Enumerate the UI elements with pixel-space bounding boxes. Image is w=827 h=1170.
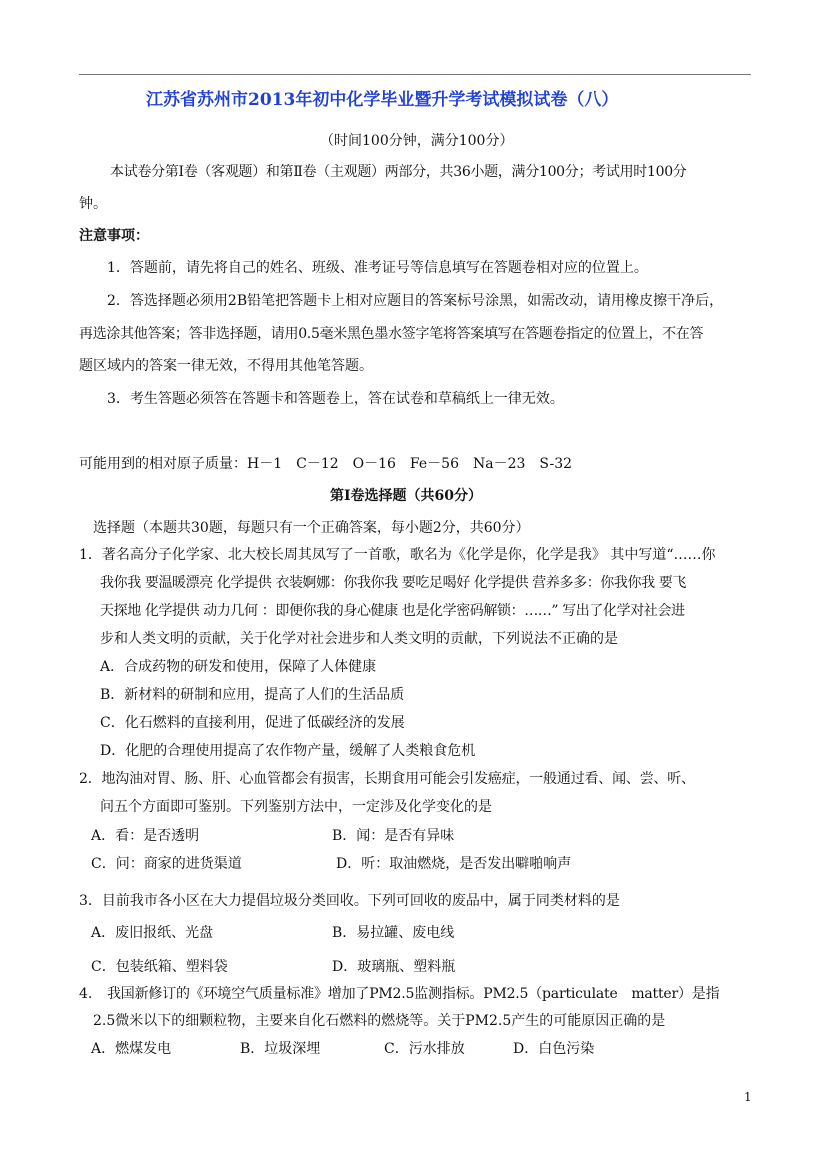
section-title: 第Ⅰ卷选择题（共60分）: [330, 488, 483, 504]
intro-line: 钟。: [79, 196, 107, 212]
question-line: 步和人类文明的贡献，关于化学对社会进步和人类文明的贡献，下列说法不正确的是: [100, 631, 618, 647]
notes-heading: 注意事项：: [79, 228, 149, 244]
question-line: 2.5微米以下的细颗粒物，主要来自化石燃料的燃烧等。关于PM2.5产生的可能原因正确的是: [93, 1013, 666, 1029]
answer-option: C．问：商家的进货渠道: [91, 856, 242, 872]
answer-option: D．白色污染: [513, 1041, 595, 1057]
question-line: 2．地沟油对胃、肠、肝、心血管都会有损害，长期食用可能会引发癌症，一般通过看、闻、尝、听、: [79, 771, 695, 787]
answer-option: B．垃圾深埋: [240, 1041, 321, 1057]
note-item: 2．答选择题必须用2B铅笔把答题卡上相对应题目的答案标号涂黑，如需改动，请用橡皮擦干净后，: [107, 293, 724, 309]
question-line: 我你我 要温暖漂亮 化学提供 衣装婀娜：你我你我 要吃足喝好 化学提供 营养多多：你我你我 要飞: [100, 575, 686, 591]
exam-title: 江苏省苏州市2013年初中化学毕业暨升学考试模拟试卷（八）: [146, 90, 619, 110]
answer-option: B．易拉罐、废电线: [332, 925, 455, 941]
question-line: 3．目前我市各小区在大力提倡垃圾分类回收。下列可回收的废品中，属于同类材料的是: [79, 893, 620, 909]
question-line: 我国新修订的《环境空气质量标准》增加了PM2.5监测指标。PM2.5（particulate matter）是指: [107, 986, 720, 1002]
question-line: 天探地 化学提供 动力几何 ：即便你我的身心健康 也是化学密码解锁：……” 写出了化学对社会进: [100, 603, 685, 619]
answer-option: B．闻：是否有异味: [332, 828, 455, 844]
answer-option: C．化石燃料的直接利用，促进了低碳经济的发展: [100, 715, 405, 731]
note-item: 再选涂其他答案；答非选择题，请用0.5毫米黑色墨水签字笔将答案填写在答题卷指定的位置上，不在答: [79, 326, 704, 342]
answer-option: A．废旧报纸、光盘: [91, 925, 214, 941]
answer-option: D．化肥的合理使用提高了农作物产量，缓解了人类粮食危机: [100, 743, 476, 759]
header-rule: [79, 74, 751, 75]
exam-subtitle: （时间100分钟，满分100分）: [320, 133, 514, 149]
answer-option: D．听：取油燃烧，是否发出噼啪响声: [336, 856, 572, 872]
answer-option: D．玻璃瓶、塑料瓶: [332, 959, 456, 975]
question-line: 1．著名高分子化学家、北大校长周其凤写了一首歌，歌名为《化学是你，化学是我》 其中写道“……你: [79, 547, 716, 563]
question-number: 4.: [79, 986, 93, 1002]
note-item: 题区域内的答案一律无效，不得用其他笔答题。: [79, 358, 373, 374]
intro-line: 本试卷分第Ⅰ卷（客观题）和第Ⅱ卷（主观题）两部分，共36小题，满分100分；考试用时100分: [110, 164, 687, 180]
answer-option: C．污水排放: [384, 1041, 465, 1057]
section-instructions: 选择题（本题共30题，每题只有一个正确答案，每小题2分，共60分）: [93, 520, 530, 536]
atomic-masses: 可能用到的相对原子质量：H－1 C－12 O－16 Fe－56 Na－23 S-32: [79, 456, 573, 472]
answer-option: C．包装纸箱、塑料袋: [91, 959, 228, 975]
answer-option: A．燃煤发电: [91, 1041, 172, 1057]
page-number: 1: [744, 1090, 752, 1104]
answer-option: B．新材料的研制和应用，提高了人们的生活品质: [100, 687, 405, 703]
note-item: 1．答题前，请先将自己的姓名、班级、准考证号等信息填写在答题卷相对应的位置上。: [107, 260, 648, 276]
answer-option: A．看：是否透明: [91, 828, 200, 844]
answer-option: A．合成药物的研发和使用，保障了人体健康: [100, 659, 377, 675]
note-item: 3．考生答题必须答在答题卡和答题卷上，答在试卷和草稿纸上一律无效。: [107, 391, 564, 407]
question-line: 问五个方面即可鉴别。下列鉴别方法中，一定涉及化学变化的是: [100, 799, 492, 815]
